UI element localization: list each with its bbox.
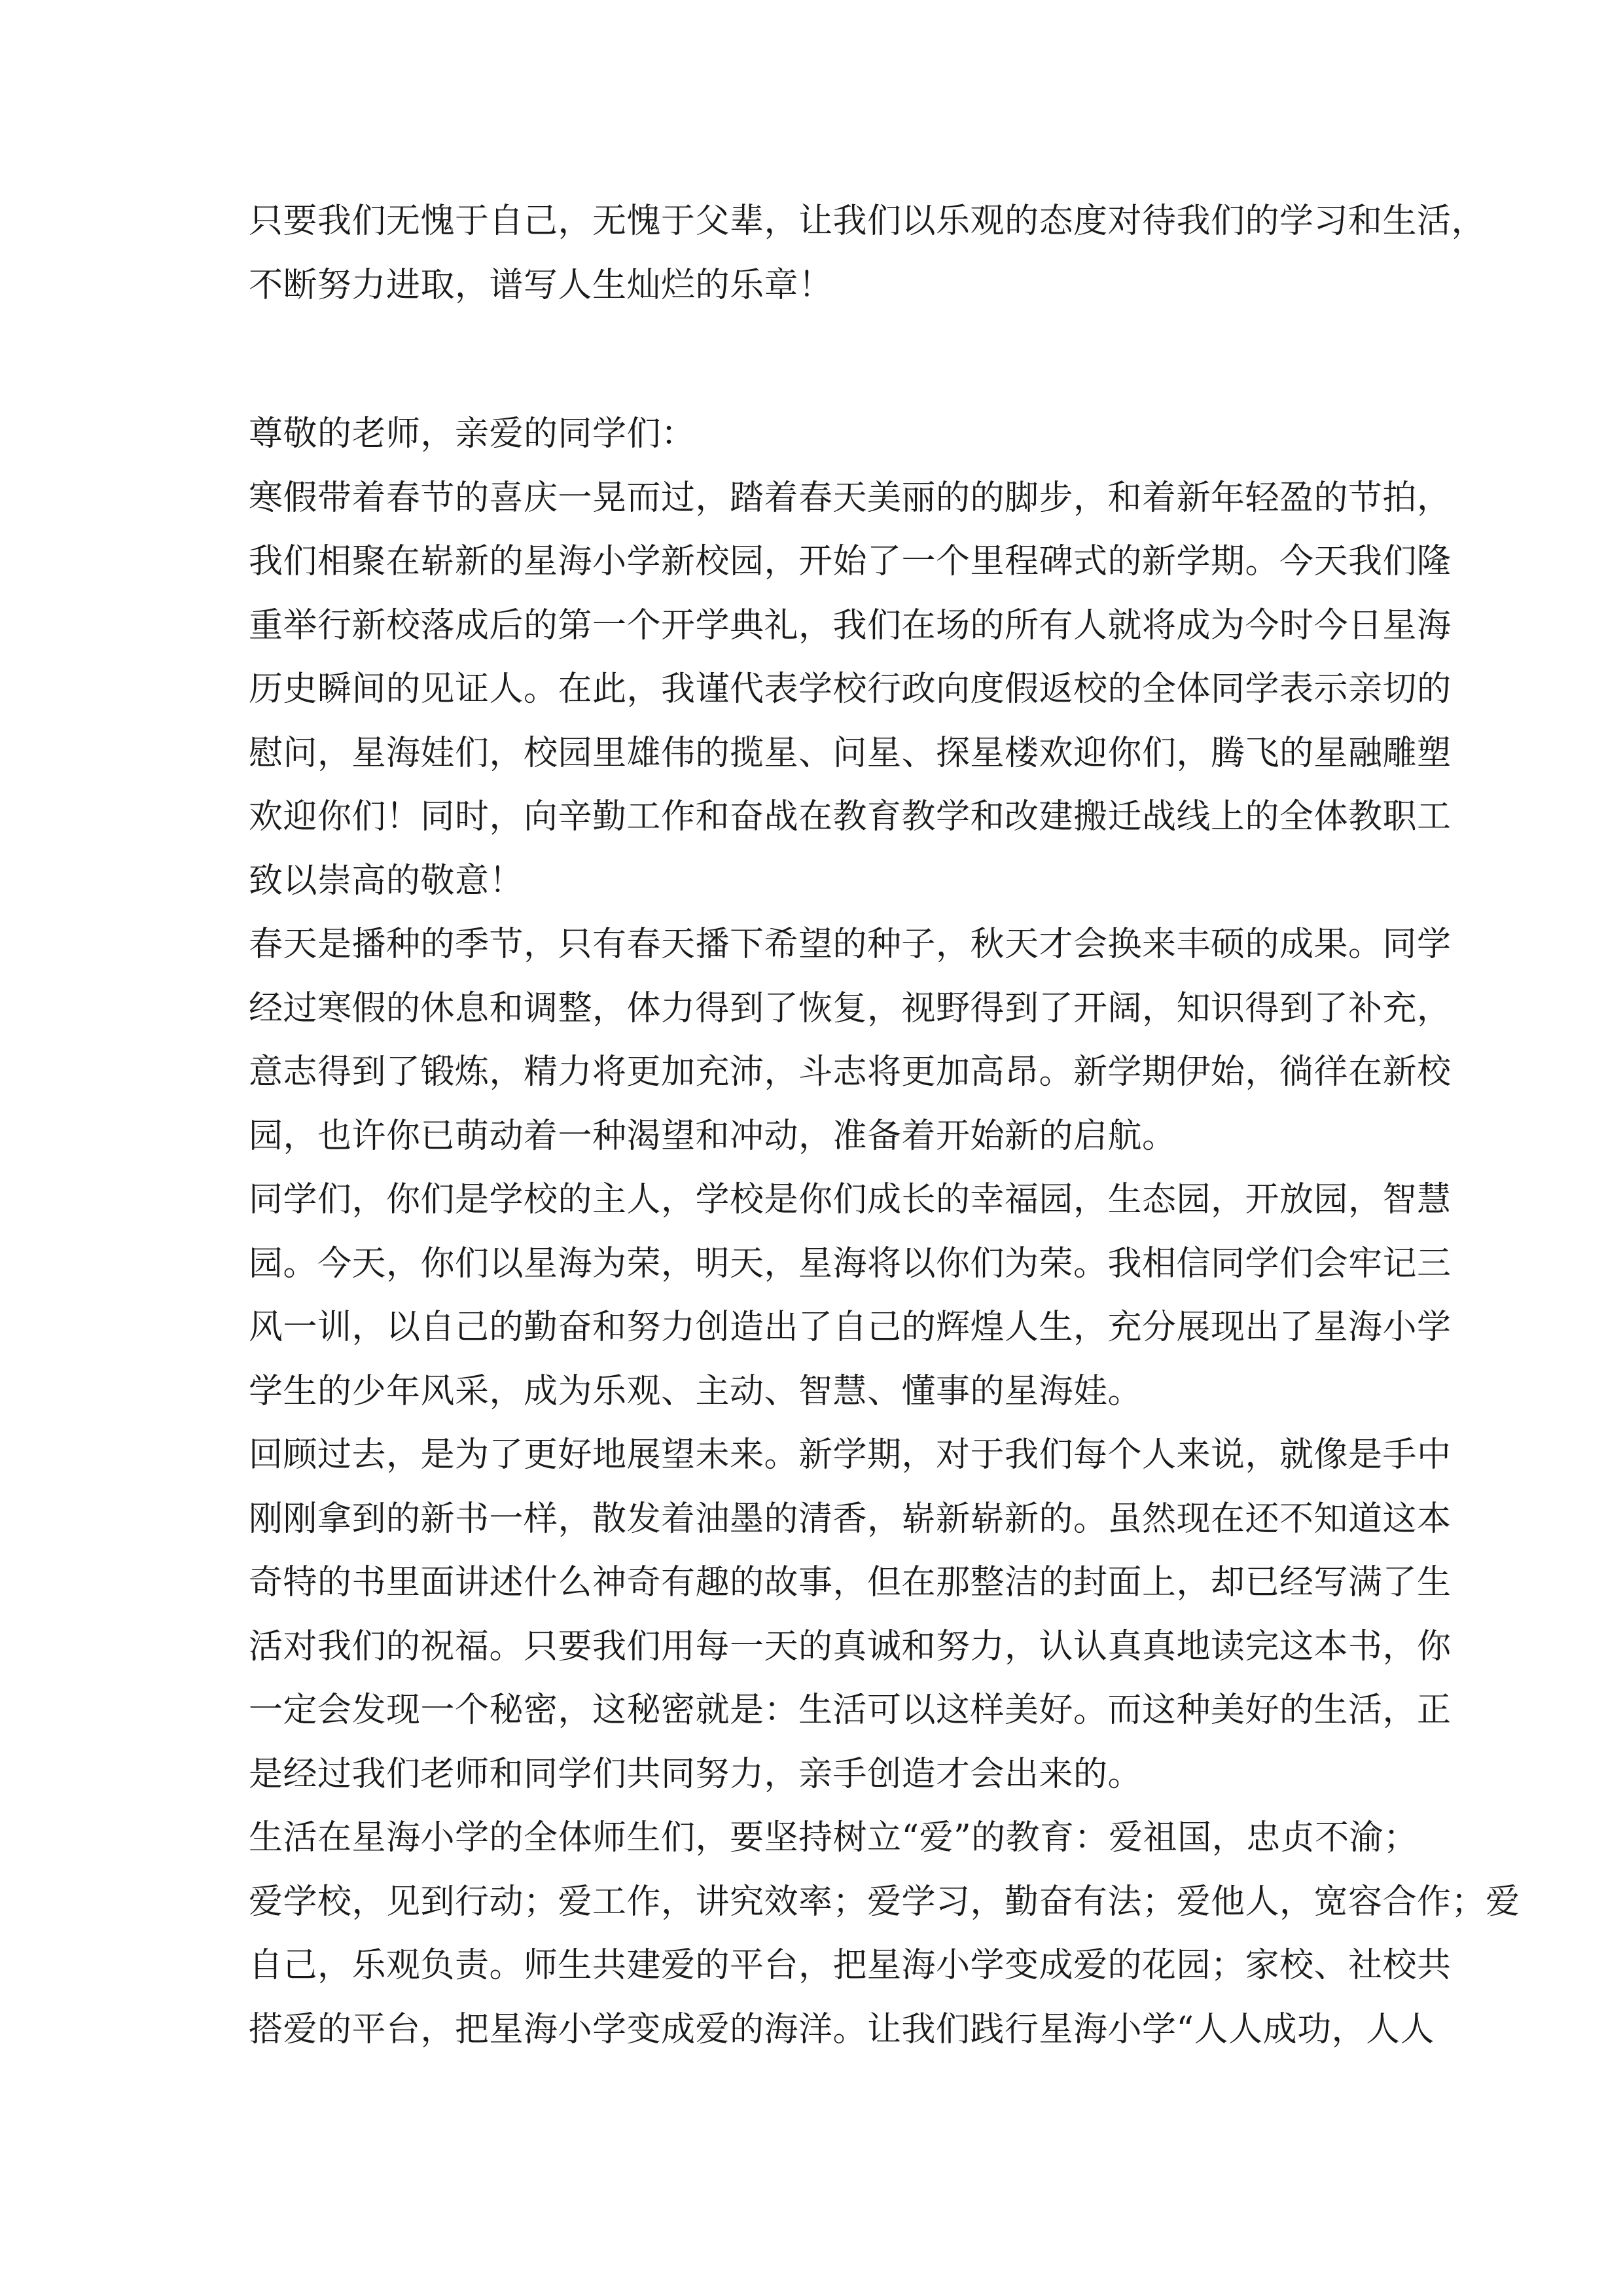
text-line: 是经过我们老师和同学们共同努力，亲手创造才会出来的。: [249, 1754, 1143, 1794]
text-line: 生活在星海小学的全体师生们，要坚持树立“爱”的教育：爱祖国，忠贞不渝；: [249, 1818, 1418, 1857]
document-page: [249, 190, 1520, 2062]
text-line: 重举行新校落成后的第一个开学典礼，我们在场的所有人就将成为今时今日星海: [249, 605, 1452, 645]
text-line: 园。今天，你们以星海为荣，明天，星海将以你们为荣。我相信同学们会牢记三: [249, 1244, 1452, 1283]
text-line: 风一训，以自己的勤奋和努力创造出了自己的辉煌人生，充分展现出了星海小学: [249, 1308, 1452, 1347]
text-line: 经过寒假的休息和调整，体力得到了恢复，视野得到了开阔，知识得到了补充，: [249, 988, 1452, 1028]
text-line: 春天是播种的季节，只有春天播下希望的种子，秋天才会换来丰硕的成果。同学: [249, 925, 1452, 964]
text-line: 只要我们无愧于自己，无愧于父辈，让我们以乐观的态度对待我们的学习和生活，: [249, 202, 1486, 241]
paragraph-gap: [249, 317, 1381, 403]
text-line: 园，也许你已萌动着一种渴望和冲动，准备着开始新的启航。: [249, 1116, 1177, 1156]
text-line: 我们相聚在崭新的星海小学新校园，开始了一个里程碑式的新学期。今天我们隆: [249, 542, 1452, 581]
text-line: 搭爱的平台，把星海小学变成爱的海洋。让我们践行星海小学“人人成功，人人: [249, 2009, 1435, 2049]
text-line: 奇特的书里面讲述什么神奇有趣的故事，但在那整洁的封面上，却已经写满了生: [249, 1563, 1452, 1602]
text-line: 回顾过去，是为了更好地展望未来。新学期，对于我们每个人来说，就像是手中: [249, 1435, 1452, 1475]
text-line: 不断努力进取，谱写人生灿烂的乐章！: [249, 265, 833, 305]
text-line: 同学们，你们是学校的主人，学校是你们成长的幸福园，生态园，开放园，智慧: [249, 1180, 1452, 1219]
text-line: 学生的少年风采，成为乐观、主动、智慧、懂事的星海娃。: [249, 1371, 1143, 1411]
text-line: 欢迎你们！同时，向辛勤工作和奋战在教育教学和改建搬迁战线上的全体教职工: [249, 797, 1452, 836]
greeting-line: 尊敬的老师，亲爱的同学们：: [249, 414, 696, 454]
text-line: 寒假带着春节的喜庆一晃而过，踏着春天美丽的的脚步，和着新年轻盈的节拍，: [249, 478, 1452, 518]
text-line: 自己，乐观负责。师生共建爱的平台，把星海小学变成爱的花园；家校、社校共: [249, 1946, 1452, 1985]
text-line: 一定会发现一个秘密，这秘密就是：生活可以这样美好。而这种美好的生活，正: [249, 1691, 1452, 1730]
text-line: 慰问，星海娃们，校园里雄伟的揽星、问星、探星楼欢迎你们，腾飞的星融雕塑: [249, 733, 1452, 773]
text-line: 活对我们的祝福。只要我们用每一天的真诚和努力，认认真真地读完这本书，你: [249, 1626, 1452, 1666]
text-line: 刚刚拿到的新书一样，散发着油墨的清香，崭新崭新的。虽然现在还不知道这本: [249, 1499, 1452, 1539]
text-line: 爱学校，见到行动；爱工作，讲究效率；爱学习，勤奋有法；爱他人，宽容合作；爱: [249, 1882, 1520, 1922]
text-line: 致以崇高的敬意！: [249, 861, 524, 901]
text-line: 历史瞬间的见证人。在此，我谨代表学校行政向度假返校的全体同学表示亲切的: [249, 670, 1452, 709]
text-line: 意志得到了锻炼，精力将更加充沛，斗志将更加高昂。新学期伊始，徜徉在新校: [249, 1052, 1452, 1092]
